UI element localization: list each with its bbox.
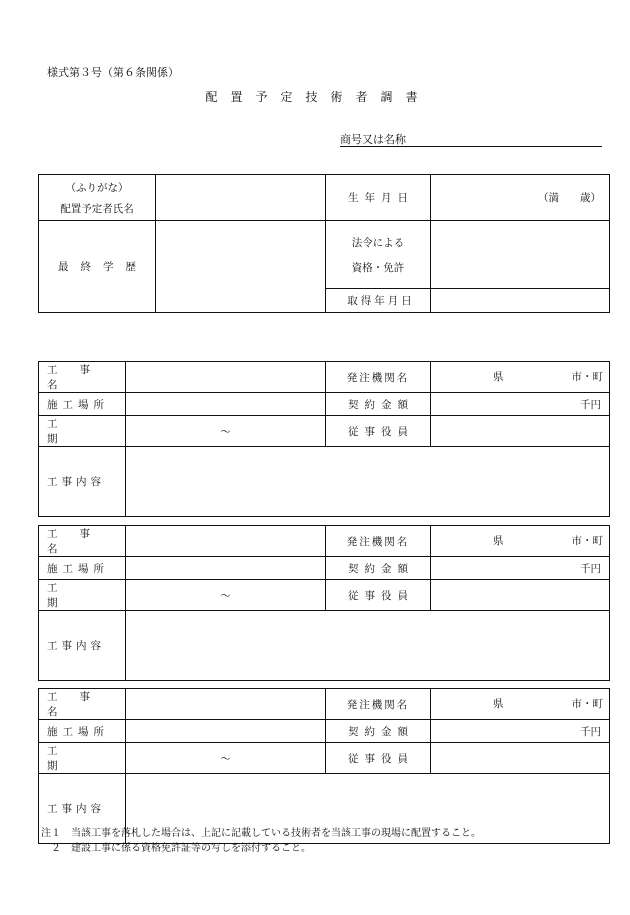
- amount-unit: 千円: [580, 725, 601, 738]
- period-field[interactable]: [126, 743, 326, 774]
- birthdate-label: 生年月日: [326, 175, 431, 221]
- amount-field[interactable]: [431, 393, 610, 416]
- client-field[interactable]: [431, 689, 610, 720]
- project-table-2: [38, 525, 610, 681]
- period-separator: ～: [220, 425, 231, 438]
- location-field[interactable]: [126, 393, 326, 416]
- page-title: 配置予定技術者調書: [205, 90, 431, 104]
- period-field[interactable]: [126, 580, 326, 611]
- city-label: 市・町: [571, 534, 603, 547]
- role-label: 従事役員: [326, 743, 431, 774]
- amount-unit: 千円: [580, 398, 601, 411]
- form-number: 様式第３号（第６条関係）: [47, 66, 179, 79]
- amount-label: 契約金額: [326, 720, 431, 743]
- pref-label: 県: [493, 697, 504, 710]
- amount-label: 契約金額: [326, 557, 431, 580]
- acquired-date-field[interactable]: [431, 289, 610, 313]
- project-name-label: 工事名: [39, 526, 126, 557]
- client-field[interactable]: [431, 526, 610, 557]
- education-field[interactable]: [156, 221, 326, 313]
- education-label: 最終学歴: [39, 221, 156, 313]
- technician-table: [38, 174, 610, 313]
- period-separator: ～: [220, 589, 231, 602]
- project-name-field[interactable]: [126, 526, 326, 557]
- technician-name-label: [39, 175, 156, 221]
- company-name-label: 商号又は名称: [340, 133, 406, 146]
- location-field[interactable]: [126, 557, 326, 580]
- acquired-date-label: 取得年月日: [326, 289, 431, 313]
- client-field[interactable]: [431, 362, 610, 393]
- furigana-label: （ふりがな）: [65, 181, 129, 194]
- project-name-field[interactable]: [126, 362, 326, 393]
- project-name-label: 工事名: [39, 689, 126, 720]
- age-label: （満 歳）: [538, 192, 601, 204]
- location-label: 施工場所: [39, 720, 126, 743]
- period-label: 工期: [39, 416, 126, 447]
- city-label: 市・町: [571, 697, 603, 710]
- location-label: 施工場所: [39, 393, 126, 416]
- period-label: 工期: [39, 743, 126, 774]
- note-1: 注１ 当該工事を落札した場合は、上記に記載している技術者を当該工事の現場に配置すること。: [41, 828, 481, 839]
- project-table-1: [38, 361, 610, 517]
- pref-label: 県: [493, 370, 504, 383]
- client-label: 発注機関名: [326, 526, 431, 557]
- content-field[interactable]: [126, 447, 610, 517]
- content-label: 工事内容: [39, 447, 126, 517]
- period-field[interactable]: [126, 416, 326, 447]
- city-label: 市・町: [571, 370, 603, 383]
- content-label: 工事内容: [39, 611, 126, 681]
- period-label: 工期: [39, 580, 126, 611]
- amount-field[interactable]: [431, 720, 610, 743]
- license-label-line2: 資格・免許: [351, 261, 405, 274]
- client-label: 発注機関名: [326, 689, 431, 720]
- project-table-3: [38, 688, 610, 844]
- amount-unit: 千円: [580, 562, 601, 575]
- license-label: [326, 221, 431, 289]
- client-label: 発注機関名: [326, 362, 431, 393]
- period-separator: ～: [220, 752, 231, 765]
- amount-label: 契約金額: [326, 393, 431, 416]
- license-field[interactable]: [431, 221, 610, 289]
- project-name-field[interactable]: [126, 689, 326, 720]
- notes: [41, 826, 481, 856]
- content-field[interactable]: [126, 611, 610, 681]
- role-label: 従事役員: [326, 580, 431, 611]
- pref-label: 県: [493, 534, 504, 547]
- technician-name-field[interactable]: [156, 175, 326, 221]
- note-2: ２ 建設工事に係る資格免許証等の写しを添付すること。: [41, 843, 311, 854]
- amount-field[interactable]: [431, 557, 610, 580]
- content-label: 工事内容: [39, 774, 126, 844]
- location-field[interactable]: [126, 720, 326, 743]
- name-label: 配置予定者氏名: [60, 202, 134, 215]
- location-label: 施工場所: [39, 557, 126, 580]
- role-field[interactable]: [431, 743, 610, 774]
- project-name-label: 工事名: [39, 362, 126, 393]
- role-field[interactable]: [431, 580, 610, 611]
- role-label: 従事役員: [326, 416, 431, 447]
- company-name-field[interactable]: [340, 146, 602, 147]
- birthdate-field[interactable]: [431, 175, 610, 221]
- role-field[interactable]: [431, 416, 610, 447]
- license-label-line1: 法令による: [351, 236, 405, 249]
